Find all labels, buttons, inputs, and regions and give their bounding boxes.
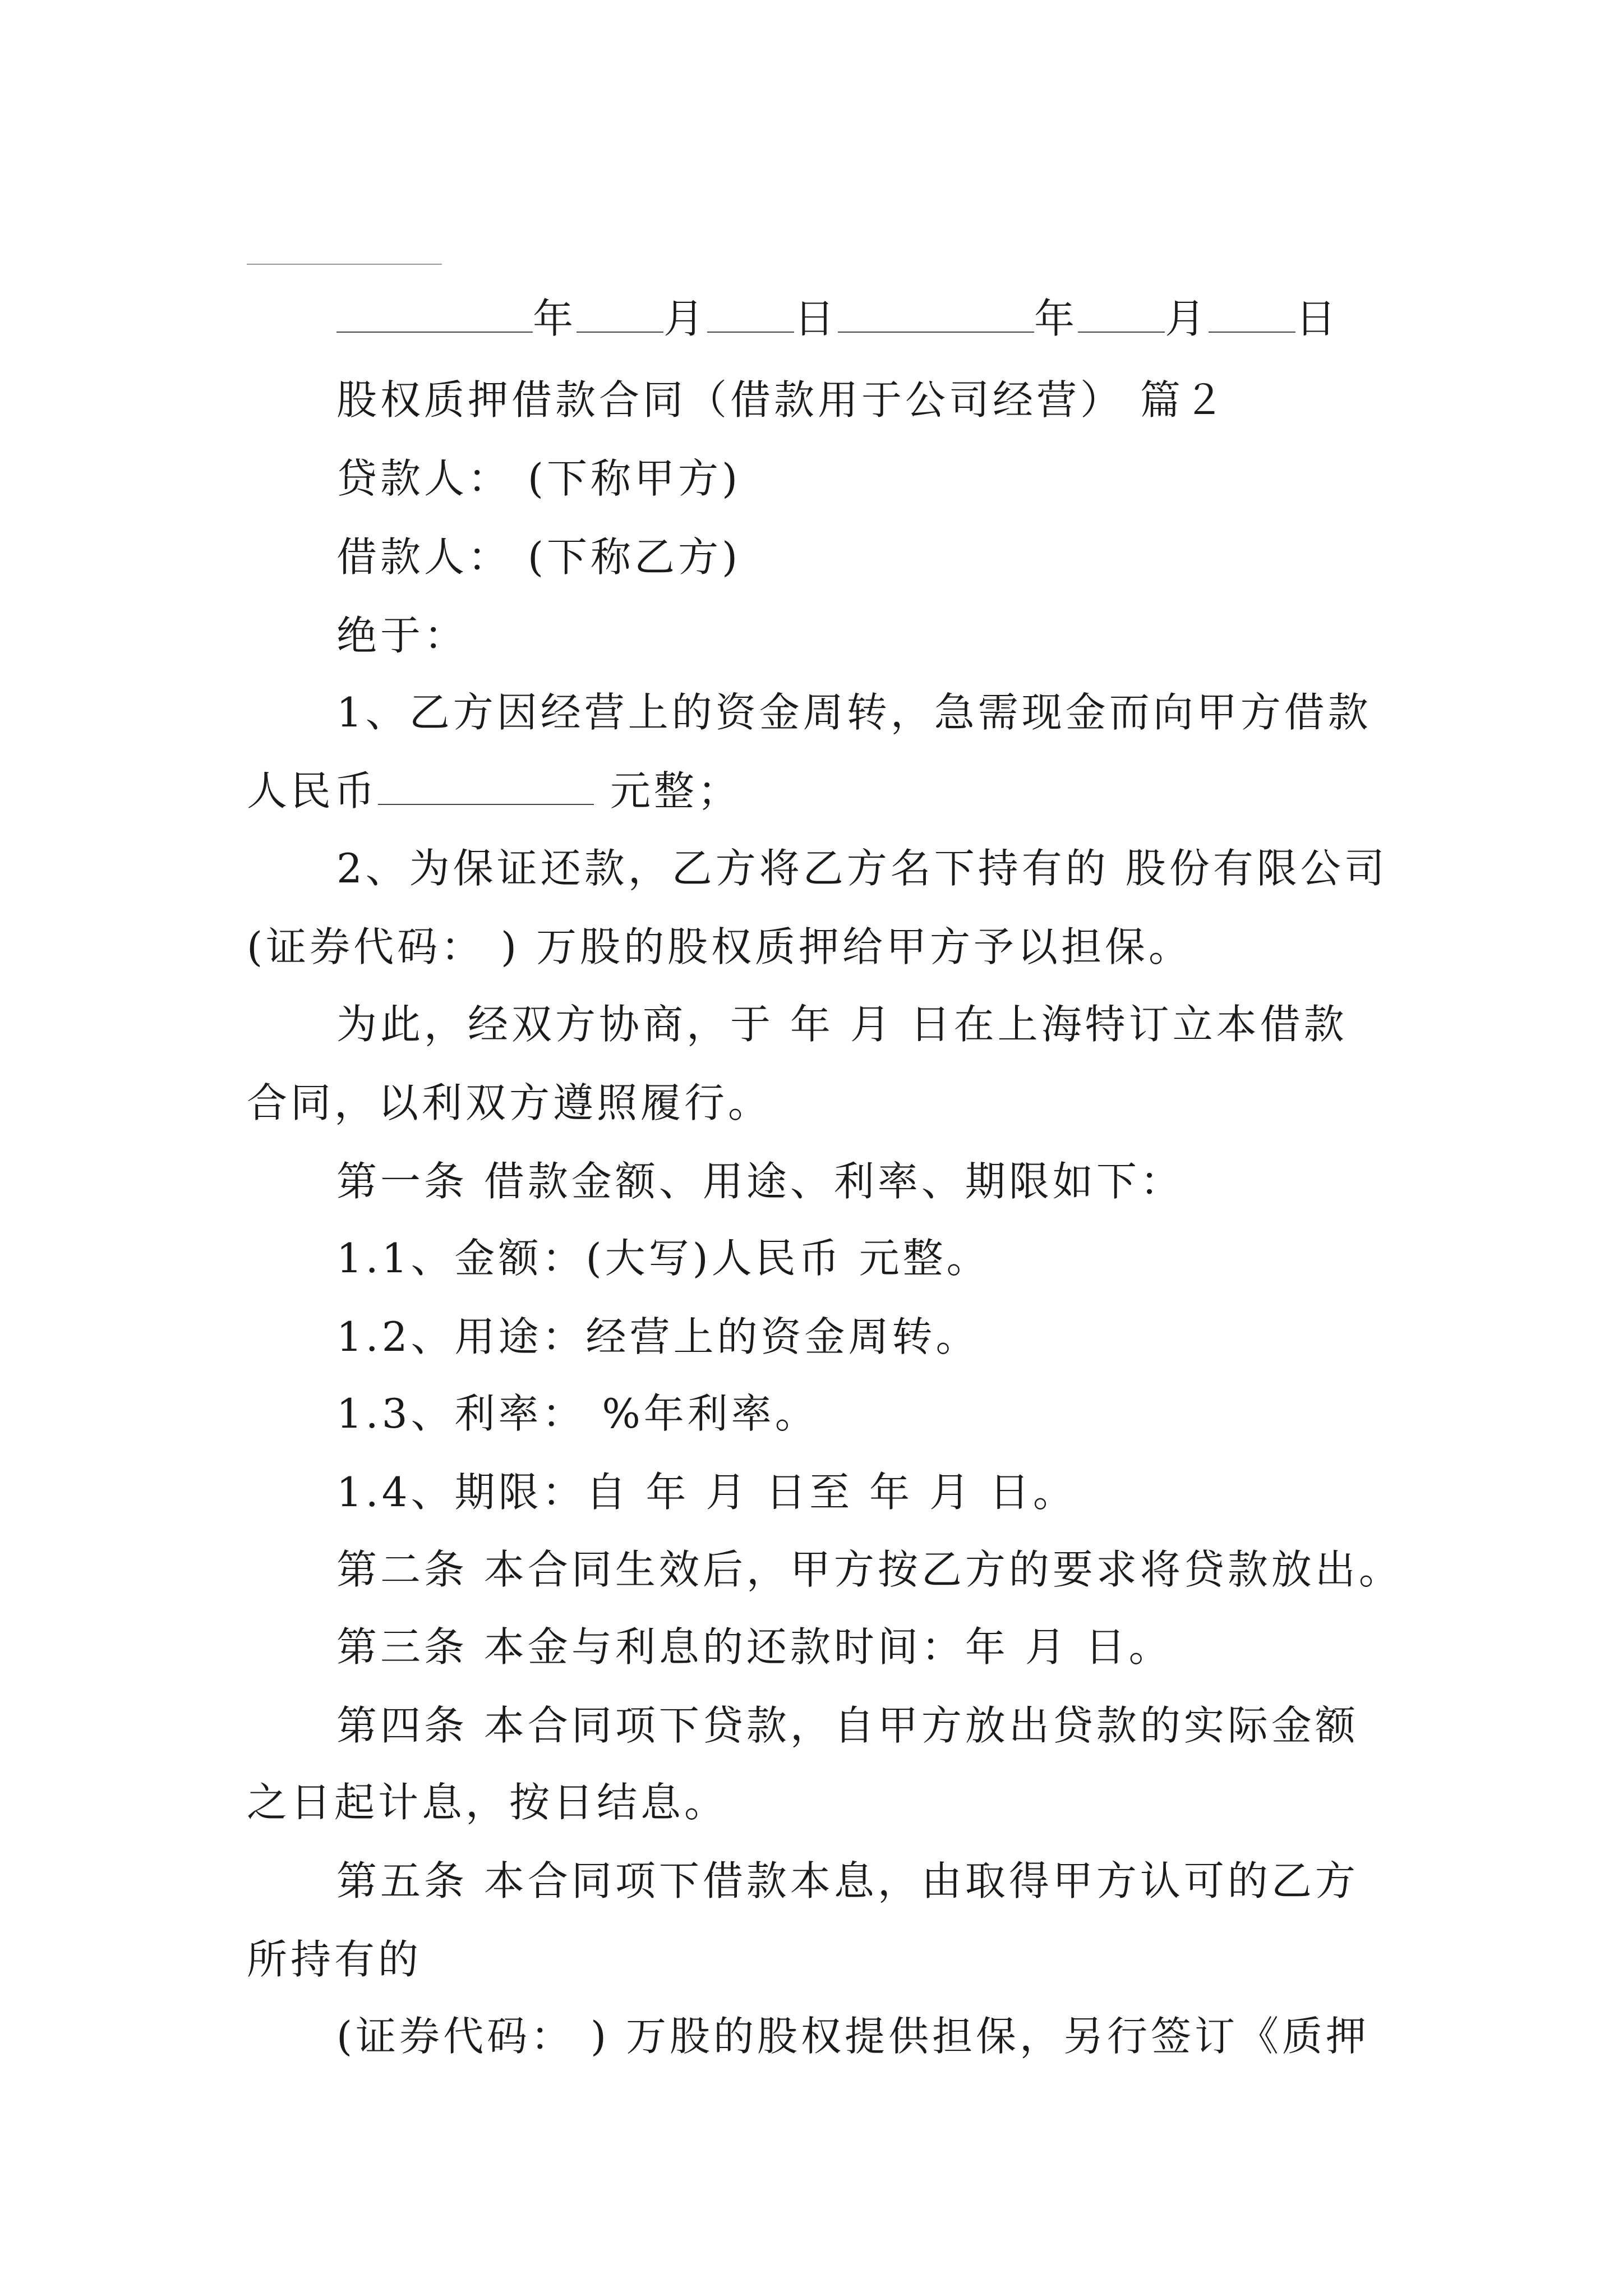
para1-prefix: 人民币	[247, 767, 379, 815]
article-4-line1: 第四条 本合同项下贷款，自甲方放出贷款的实际金额	[336, 1702, 1359, 1749]
year-blank-1	[336, 296, 533, 333]
para1-suffix: 元整；	[594, 767, 741, 815]
month-blank-1	[577, 296, 663, 333]
article-1-1: 1.1、金额：(大写)人民币 元整。	[336, 1235, 990, 1282]
para1-line2	[247, 764, 741, 818]
para3-line2: 合同，以利双方遵照履行。	[247, 1079, 772, 1126]
article-1-4: 1.4、期限：自 年 月 日至 年 月 日。	[336, 1469, 1077, 1516]
para2-line1: 2、为保证还款，乙方将乙方名下持有的 股份有限公司	[336, 845, 1388, 892]
date-year-2: 年	[1034, 295, 1078, 342]
article-5-line1: 第五条 本合同项下借款本息，由取得甲方认可的乙方	[336, 1857, 1359, 1904]
header-rule	[247, 264, 442, 265]
article-1: 第一条 借款金额、用途、利率、期限如下：	[336, 1158, 1184, 1205]
date-day-2: 日	[1295, 295, 1340, 342]
year-blank-2	[838, 296, 1034, 333]
para3-line1: 为此，经双方协商，于 年 月 日在上海特订立本借款	[336, 1001, 1348, 1048]
date-line	[336, 292, 1339, 346]
month-blank-2	[1078, 296, 1165, 333]
lender-line: 贷款人： (下称甲方)	[336, 455, 741, 502]
day-blank-1	[707, 296, 794, 333]
article-4-line2: 之日起计息，按日结息。	[247, 1779, 728, 1826]
article-3: 第三条 本金与利息的还款时间：年 月 日。	[336, 1623, 1173, 1671]
article-2: 第二条 本合同生效后，甲方按乙方的要求将贷款放出。	[336, 1546, 1403, 1593]
article-1-2: 1.2、用途：经营上的资金周转。	[336, 1313, 980, 1360]
para1-line1: 1、乙方因经营上的资金周转，急需现金而向甲方借款	[336, 689, 1372, 736]
borrower-line: 借款人： (下称乙方)	[336, 533, 741, 581]
contract-title: 股权质押借款合同（借款用于公司经营） 篇２	[336, 376, 1228, 424]
article-1-3: 1.3、利率： %年利率。	[336, 1390, 819, 1437]
para2-line2: (证券代码： ) 万股的股权质押给甲方予以担保。	[247, 923, 1192, 970]
date-month-1: 月	[663, 295, 708, 342]
date-year-1: 年	[533, 295, 577, 342]
date-month-2: 月	[1165, 295, 1209, 342]
day-blank-2	[1209, 296, 1295, 333]
date-day-1: 日	[794, 295, 838, 342]
article-5-line2: 所持有的	[247, 1936, 422, 1983]
whereas-line: 绝于：	[336, 612, 468, 659]
article-5-line3: (证券代码： ) 万股的股权提供担保，另行签订《质押	[336, 2013, 1370, 2060]
amount-blank	[378, 768, 594, 805]
